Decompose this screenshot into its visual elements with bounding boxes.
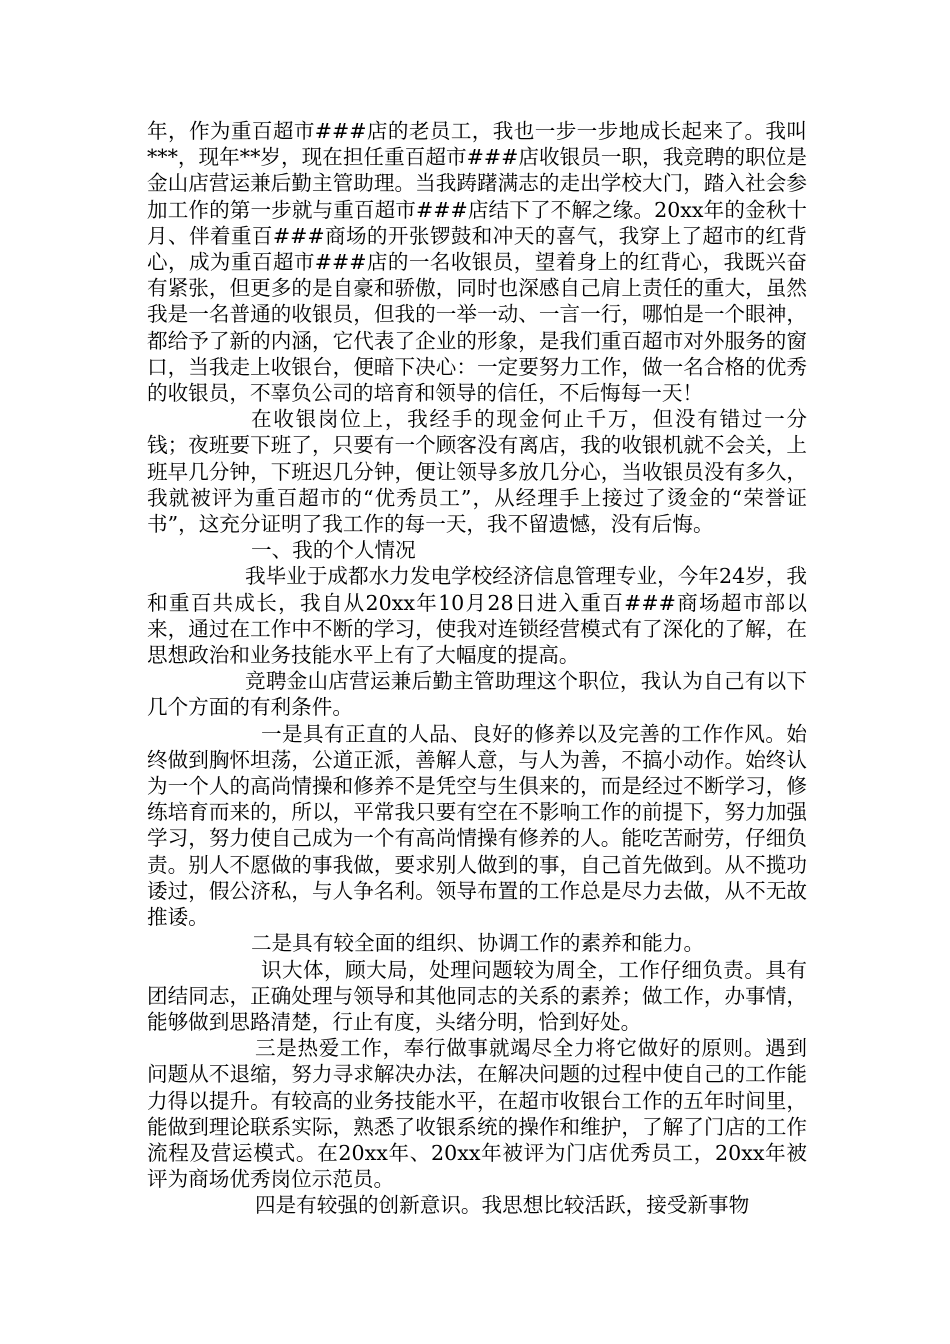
paragraph-cashier-post: 在收银岗位上，我经手的现金何止千万，但没有错过一分钱；夜班要下班了，只要有一个顾客没有离店，我的收银机就不会关，上班早几分钟，下班迟几分钟，便让领导多放几分心，当收银员没有多久，我就被评为重百超市的“优秀员工”，从经理手上接过了烫金的“荣誉证书”，这充分证明了我工作的每一天，我不留遗憾，没有后悔。 xyxy=(147,407,807,537)
paragraph-education: 我毕业于成都水力发电学校经济信息管理专业，今年24岁，我和重百共成长，我自从20xx年10月28日进入重百###商场超市部以来，通过在工作中不断的学习，使我对连锁经营模式有了深化的了解，在思想政治和业务技能水平上有了大幅度的提高。 xyxy=(147,564,807,668)
paragraph-point-two-detail: 识大体，顾大局，处理问题较为周全，工作仔细负责。具有团结同志，正确处理与领导和其他同志的关系的素养；做工作，办事情，能够做到思路清楚，行止有度，头绪分明，恰到好处。 xyxy=(147,957,807,1034)
paragraph-point-three: 三是热爱工作，奉行做事就竭尽全力将它做好的原则。遇到问题从不退缩，努力寻求解决办法，在解决问题的过程中使自己的工作能力得以提升。有较高的业务技能水平，在超市收银台工作的五年时间里，能做到理论联系实际，熟悉了收银系统的操作和维护，了解了门店的工作流程及营运模式。在20xx年、20xx年被评为门店优秀员工，20xx年被评为商场优秀岗位示范员。 xyxy=(147,1036,807,1192)
paragraph-conditions: 竞聘金山店营运兼后勤主管助理这个职位，我认为自己有以下几个方面的有利条件。 xyxy=(147,669,807,720)
document-body xyxy=(147,118,807,1219)
section-heading-personal: 一、我的个人情况 xyxy=(251,538,416,563)
paragraph-point-one: 一是具有正直的人品、良好的修养以及完善的工作作风。始终做到胸怀坦荡，公道正派，善解人意，与人为善，不搞小动作。始终认为一个人的高尚情操和修养不是凭空与生俱来的，而是经过不断学习，修练培育而来的，所以，平常我只要有空在不影响工作的前提下，努力加强学习，努力使自己成为一个有高尚情操有修养的人。能吃苦耐劳，仔细负责。别人不愿做的事我做，要求别人做到的事，自己首先做到。从不揽功诿过，假公济私，与人争名利。领导布置的工作总是尽力去做，从不无故推诿。 xyxy=(147,721,807,930)
paragraph-point-four: 四是有较强的创新意识。我思想比较活跃，接受新事物 xyxy=(255,1193,750,1218)
paragraph-intro: 年，作为重百超市###店的老员工，我也一步一步地成长起来了。我叫***，现年**岁，现在担任重百超市###店收银员一职，我竞聘的职位是金山店营运兼后勤主管助理。当我踌躇满志的走出学校大门，踏入社会参加工作的第一步就与重百超市###店结下了不解之缘。20xx年的金秋十月、伴着重百###商场的开张锣鼓和冲天的喜气，我穿上了超市的红背心，成为重百超市###店的一名收银员，望着身上的红背心，我既兴奋有紧张，但更多的是自豪和骄傲，同时也深感自己肩上责任的重大，虽然我是一名普通的收银员，但我的一举一动、一言一行，哪怕是一个眼神，都给予了新的内涵，它代表了企业的形象，是我们重百超市对外服务的窗口，当我走上收银台，便暗下决心：一定要努力工作，做一名合格的优秀的收银员，不辜负公司的培育和领导的信任，不后悔每一天！ xyxy=(147,119,807,406)
paragraph-point-two: 二是具有较全面的组织、协调工作的素养和能力。 xyxy=(251,931,705,956)
